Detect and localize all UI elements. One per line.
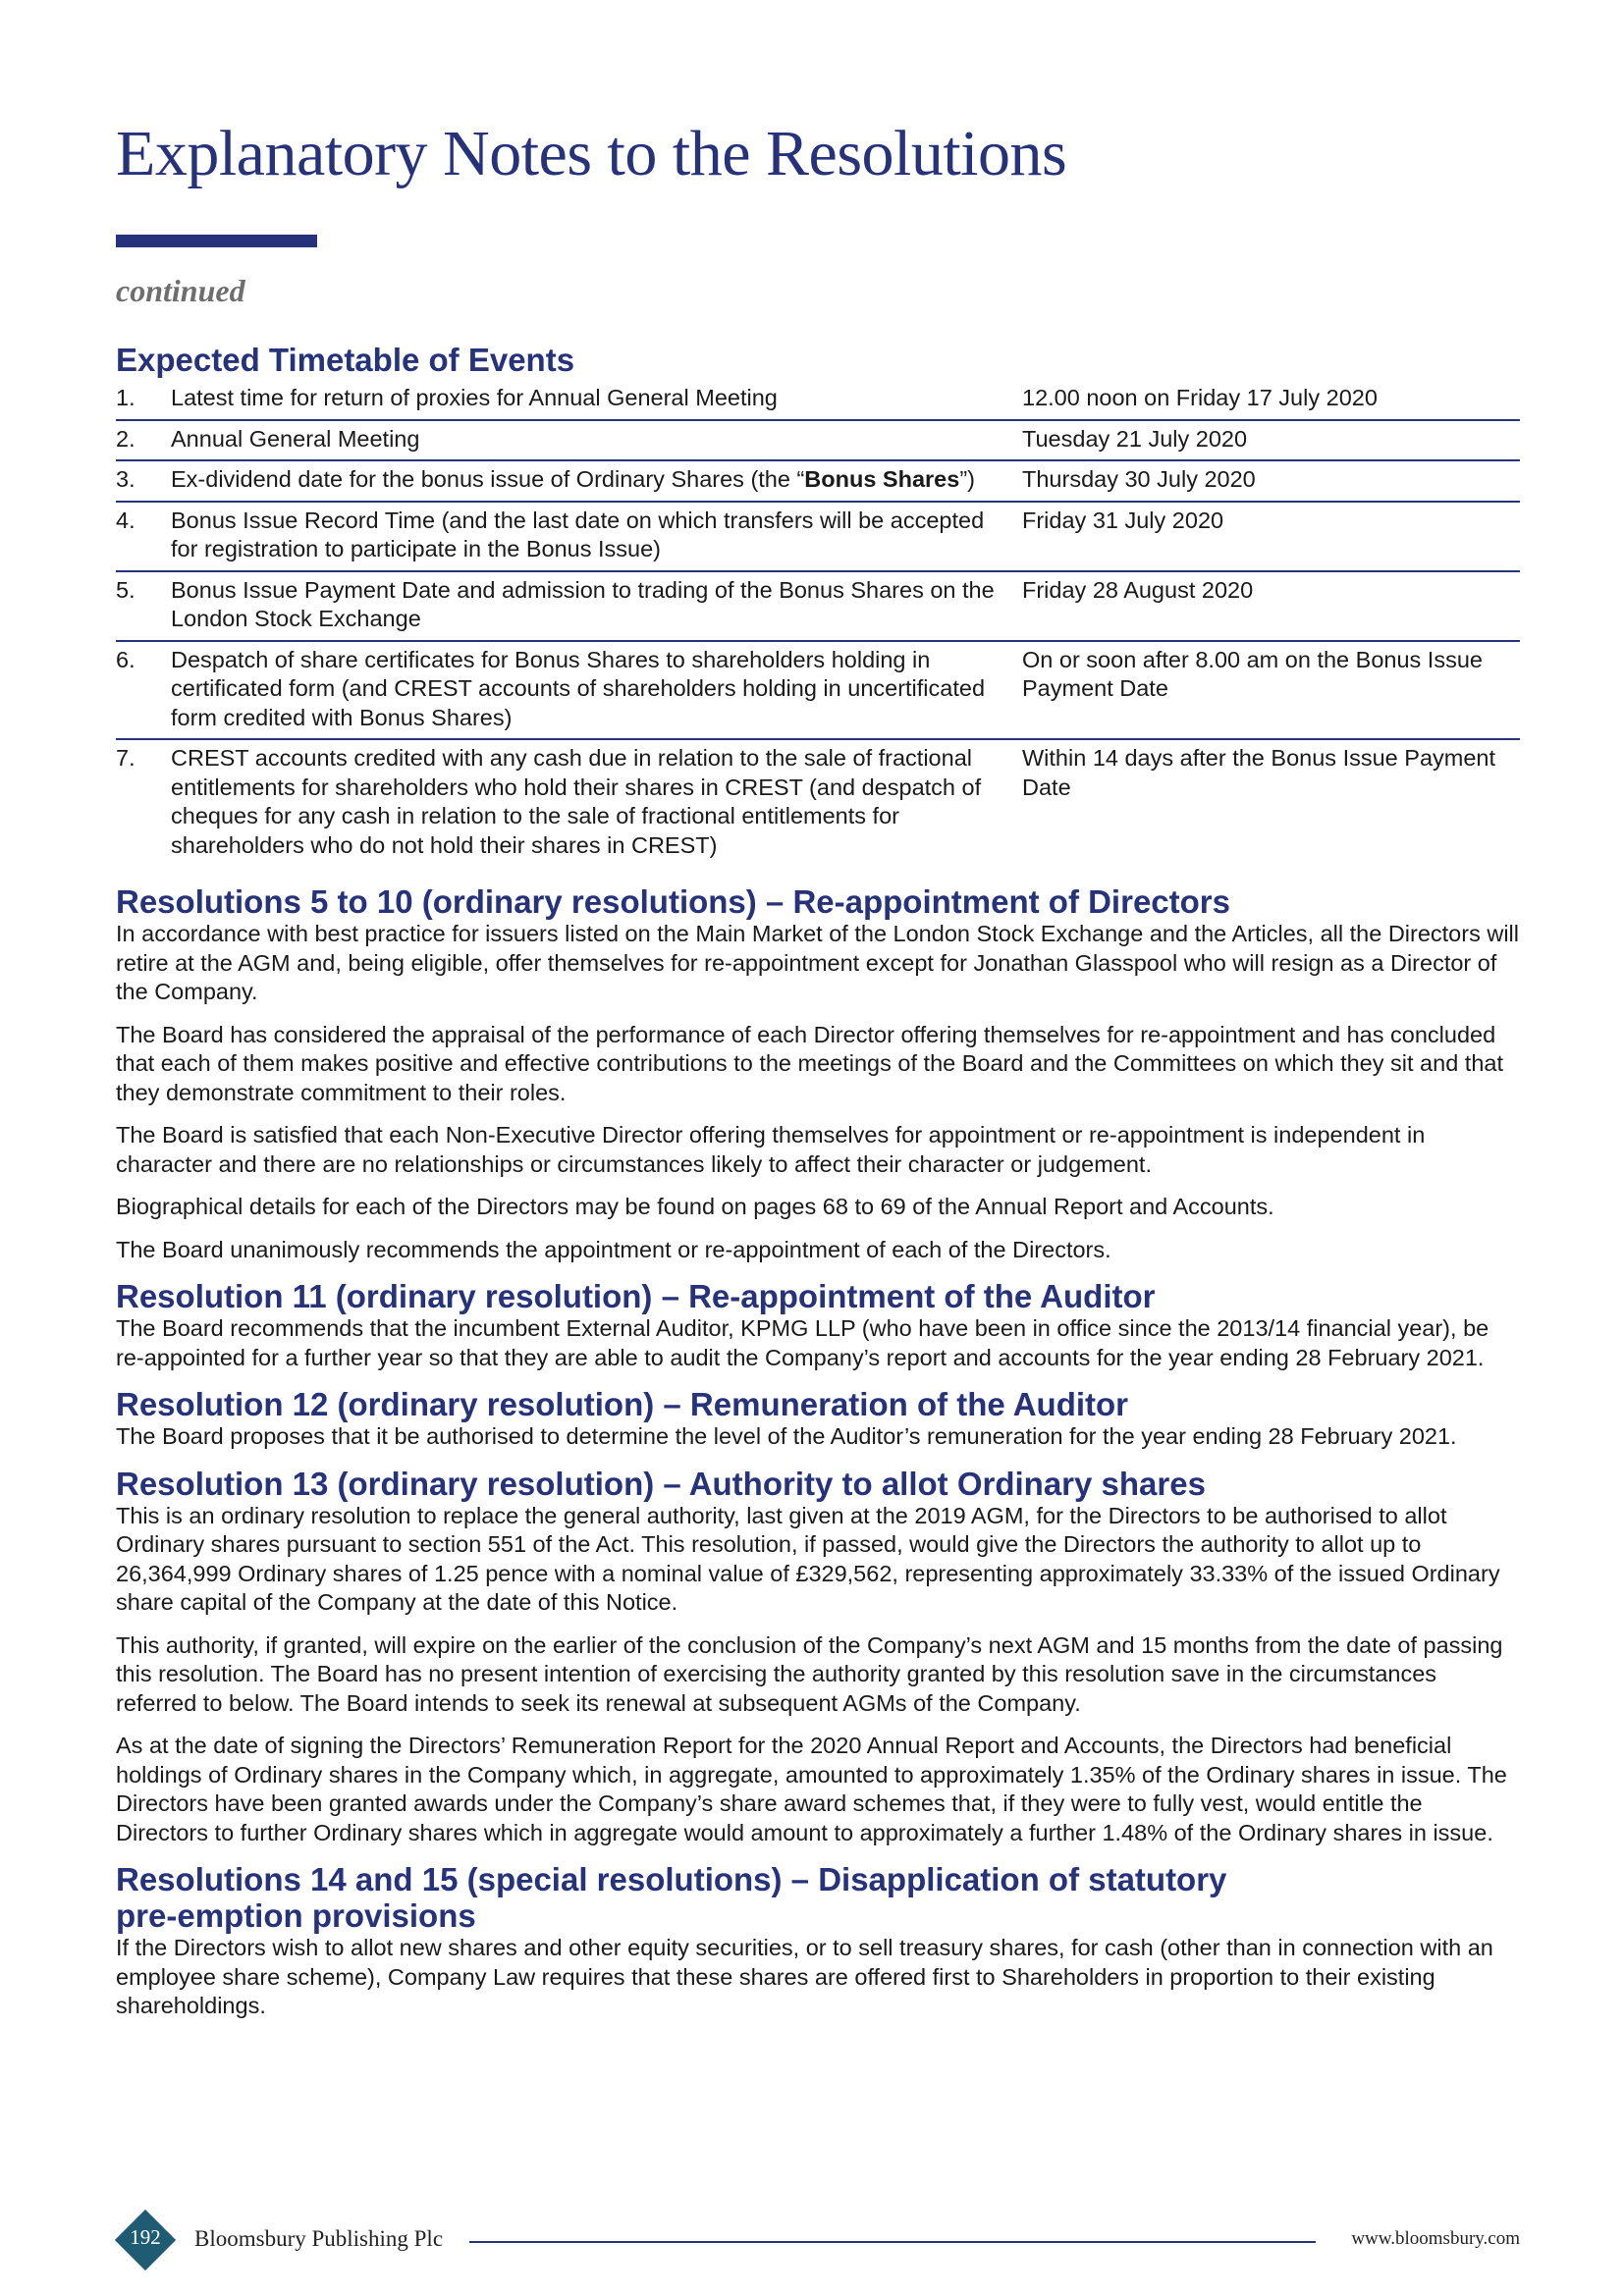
timetable-row (116, 502, 1520, 571)
section-heading: Resolution 12 (ordinary resolution) – Remuneration of the Auditor (116, 1386, 1129, 1422)
section-reappointment-directors (116, 883, 1520, 1264)
footer-rule (469, 2241, 1316, 2243)
section-paragraph: The Board recommends that the incumbent External Auditor, KPMG LLP (who have been in office since the 2013/14 financial year), be re-appointed for a further year so that they are able to audit the Company’s report and accounts for the year ending 28 February 2021. (116, 1315, 1489, 1370)
row-date: Friday 31 July 2020 (1022, 502, 1520, 571)
timetable-row (116, 641, 1520, 740)
row-number: 7. (116, 739, 171, 866)
row-number: 1. (116, 385, 135, 410)
section-reappointment-auditor (116, 1278, 1520, 1372)
row-number: 5. (116, 571, 171, 641)
timetable-heading: Expected Timetable of Events (116, 342, 575, 378)
row-date: Friday 28 August 2020 (1022, 571, 1520, 641)
timetable-row (116, 739, 1520, 866)
row-event-text: ”) (959, 466, 975, 492)
page-title: Explanatory Notes to the Resolutions (116, 118, 1067, 189)
page-number: 192 (130, 2225, 161, 2249)
row-event: Annual General Meeting (171, 420, 1022, 461)
section-paragraph: The Board unanimously recommends the appointment or re-appointment of each of the Directors. (116, 1236, 1111, 1262)
section-paragraph: Biographical details for each of the Directors may be found on pages 68 to 69 of the Annual Report and Accounts. (116, 1194, 1274, 1219)
website-url: www.bloomsbury.com (1351, 2228, 1520, 2249)
main-content (116, 342, 1520, 2035)
section-paragraph: In accordance with best practice for issuers listed on the Main Market of the London Stock Exchange and the Articles, all the Directors will retire at the AGM and, being eligible, offer themselves for re-appointment except for Jonathan Glasspool who will resign as a Director of the Company. (116, 921, 1519, 1004)
timetable-row (116, 460, 1520, 502)
section-paragraph: This authority, if granted, will expire on the earlier of the conclusion of the Company’s next AGM and 15 months from the date of passing this resolution. The Board has no present intention of exercising the authority granted by this resolution save in the circumstances referred to below. The Board intends to seek its renewal at subsequent AGMs of the Company. (116, 1631, 1503, 1716)
row-date: Within 14 days after the Bonus Issue Payment Date (1022, 739, 1520, 866)
publisher-name: Bloomsbury Publishing Plc (194, 2226, 444, 2251)
section-paragraph: This is an ordinary resolution to replace the general authority, last given at the 2019 AGM, for the Directors to be authorised to allot Ordinary shares pursuant to section 551 of the Act. This resolution, if passed, would give the Directors the authority to allot up to 26,364,999 Ordinary shares of 1.25 pence with a nominal value of £329,562, representing approximately 33.33% of the issued Ordinary share capital of the Company at the date of this Notice. (116, 1502, 1500, 1615)
timetable-row (116, 380, 1520, 420)
row-number: 4. (116, 502, 171, 571)
row-event: Bonus Issue Payment Date and admission to trading of the Bonus Shares on the London Stock Exchange (171, 571, 1022, 641)
page-footer (116, 2213, 1520, 2271)
section-paragraph: As at the date of signing the Directors’ Remuneration Report for the 2020 Annual Report and Accounts, the Directors had beneficial holdings of Ordinary shares in the Company which, in aggregate, amounted to approximately 1.35% of the Ordinary shares in issue. The Directors have been granted awards under the Company’s share award schemes that, if they were to fully vest, would entitle the Directors to further Ordinary shares which in aggregate would amount to approximately a further 1.48% of the Ordinary shares in issue. (116, 1733, 1507, 1845)
row-event: Latest time for return of proxies for Annual General Meeting (171, 385, 778, 410)
row-event: Despatch of share certificates for Bonus Shares to shareholders holding in certificated form (and CREST accounts of shareholders holding in uncertificated form credited with Bonus Shares) (171, 641, 1022, 740)
timetable-row (116, 420, 1520, 461)
title-rule (116, 235, 317, 247)
section-pre-emption (116, 1861, 1520, 2021)
row-number: 6. (116, 641, 171, 740)
section-paragraph: The Board is satisfied that each Non-Executive Director offering themselves for appointment or re-appointment is independent in character and there are no relationships or circumstances likely to affect their character or judgement. (116, 1122, 1426, 1177)
row-date: Tuesday 21 July 2020 (1022, 420, 1520, 461)
section-heading: Resolutions 14 and 15 (special resolutions) – Disapplication of statutory pre-emption provisions (116, 1861, 1227, 1934)
section-paragraph: If the Directors wish to allot new shares and other equity securities, or to sell treasury shares, for cash (other than in connection with an employee share scheme), Company Law requires that these shares are offered first to Shareholders in proportion to their existing shareholdings. (116, 1935, 1493, 2018)
section-auditor-remuneration (116, 1386, 1520, 1452)
row-event-defined-term: Bonus Shares (804, 466, 960, 492)
row-event-text: Ex-dividend date for the bonus issue of Ordinary Shares (the “ (171, 466, 805, 492)
row-date: Thursday 30 July 2020 (1022, 460, 1520, 502)
timetable-table (116, 380, 1520, 866)
row-number: 3. (116, 460, 171, 502)
section-heading: Resolution 13 (ordinary resolution) – Authority to allot Ordinary shares (116, 1465, 1206, 1502)
row-event (171, 460, 1022, 502)
section-heading: Resolution 11 (ordinary resolution) – Re-appointment of the Auditor (116, 1278, 1156, 1314)
section-allot-shares (116, 1466, 1520, 1848)
continued-label: continued (116, 273, 245, 308)
row-event: Bonus Issue Record Time (and the last date on which transfers will be accepted for registration to participate in the Bonus Issue) (171, 502, 1022, 571)
section-paragraph: The Board proposes that it be authorised to determine the level of the Auditor’s remuneration for the year ending 28 February 2021. (116, 1423, 1457, 1449)
row-date: On or soon after 8.00 am on the Bonus Issue Payment Date (1022, 641, 1520, 740)
row-event: CREST accounts credited with any cash due in relation to the sale of fractional entitlements for shareholders who hold their shares in CREST (and despatch of cheques for any cash in relation to the sale of fractional entitlements for shareholders who do not hold their shares in CREST) (171, 739, 1022, 866)
timetable-row (116, 571, 1520, 641)
section-paragraph: The Board has considered the appraisal of the performance of each Director offering themselves for re-appointment and has concluded that each of them makes positive and effective contributions to the meetings of the Board and the Committees on which they sit and that they demonstrate commitment to their roles. (116, 1021, 1503, 1105)
row-number: 2. (116, 420, 171, 461)
section-heading: Resolutions 5 to 10 (ordinary resolutions) – Re-appointment of Directors (116, 883, 1230, 920)
row-date: 12.00 noon on Friday 17 July 2020 (1022, 385, 1378, 410)
